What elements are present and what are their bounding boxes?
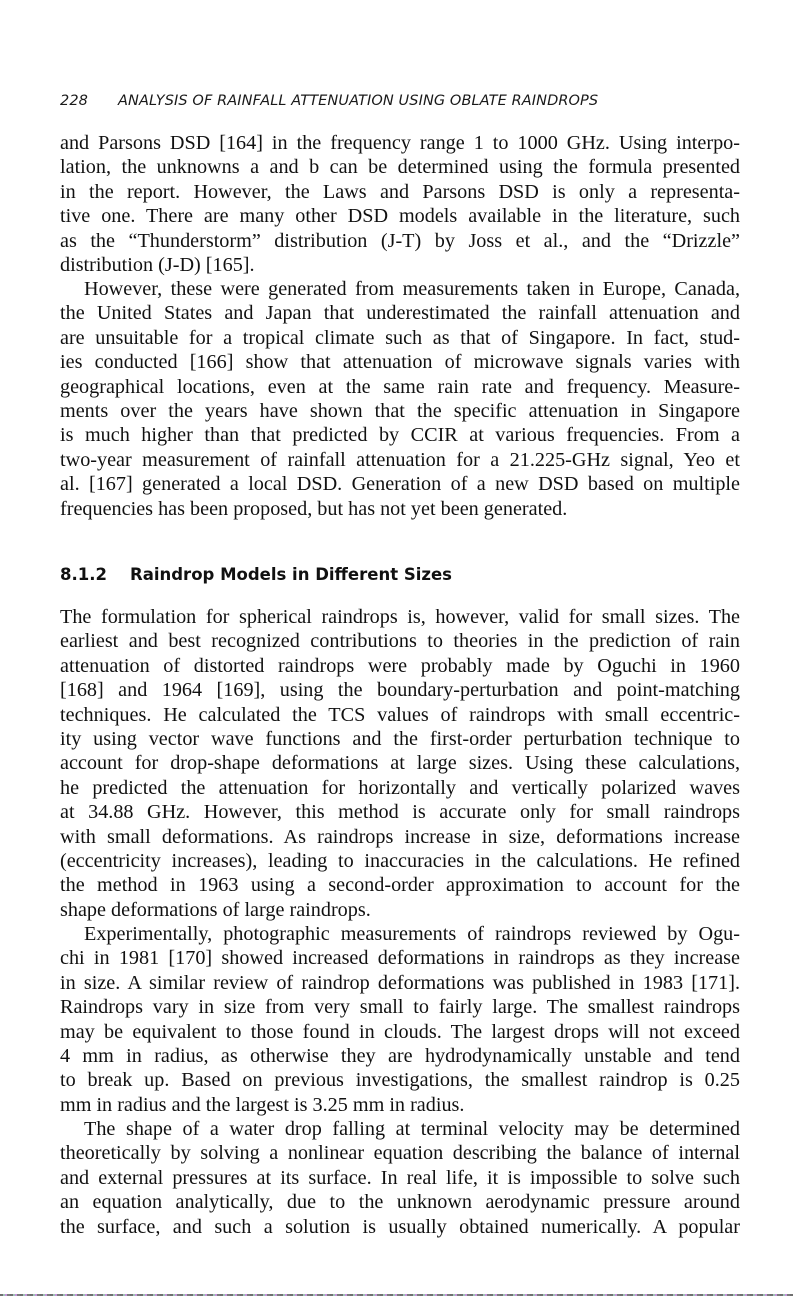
text-line: geographical locations, even at the same rain rate and frequency. Measure- xyxy=(60,375,740,398)
text-line: mm in radius and the largest is 3.25 mm in radius. xyxy=(60,1093,465,1116)
text-line: tive one. There are many other DSD models available in the literature, such xyxy=(60,205,740,228)
page-bottom-edge xyxy=(0,1294,793,1296)
text-line: earliest and best recognized contributions to theories in the prediction of rain xyxy=(60,630,740,653)
paragraph xyxy=(60,277,740,521)
text-line: The shape of a water drop falling at terminal velocity may be determined xyxy=(84,1118,740,1140)
text-line: shape deformations of large raindrops. xyxy=(60,898,371,921)
text-line: attenuation of distorted raindrops were probably made by Oguchi in 1960 xyxy=(60,654,740,677)
text-line: account for drop-shape deformations at large sizes. Using these calculations, xyxy=(60,752,740,775)
text-line: as the “Thunderstorm” distribution (J-T) by Joss et al., and the “Drizzle” xyxy=(60,229,740,252)
text-line: (eccentricity increases), leading to inaccuracies in the calculations. He refined xyxy=(60,849,740,872)
paragraph xyxy=(60,1117,740,1239)
text-line: distribution (J-D) [165]. xyxy=(60,253,255,276)
text-line: ies conducted [166] show that attenuation of microwave signals varies with xyxy=(60,351,740,374)
text-line: and external pressures at its surface. In real life, it is impossible to solve such xyxy=(60,1166,740,1189)
section-number: 8.1.2 xyxy=(60,565,107,584)
text-line: Experimentally, photographic measurements of raindrops reviewed by Ogu- xyxy=(84,923,740,945)
text-line: Raindrops vary in size from very small to fairly large. The smallest raindrops xyxy=(60,996,740,1019)
section-title: Raindrop Models in Different Sizes xyxy=(130,565,452,584)
running-title: ANALYSIS OF RAINFALL ATTENUATION USING OBLATE RAINDROPS xyxy=(118,93,599,109)
text-line: ments over the years have shown that the specific attenuation in Singapore xyxy=(60,399,740,422)
running-header xyxy=(60,93,750,109)
text-line: with small deformations. As raindrops increase in size, deformations increase xyxy=(60,825,740,848)
text-line: to break up. Based on previous investigations, the smallest raindrop is 0.25 xyxy=(60,1069,740,1092)
section-heading xyxy=(60,565,452,584)
text-line: techniques. He calculated the TCS values of raindrops with small eccentric- xyxy=(60,703,740,726)
text-line: and Parsons DSD [164] in the frequency range 1 to 1000 GHz. Using interpo- xyxy=(60,132,740,154)
text-line: he predicted the attenuation for horizontally and vertically polarized waves xyxy=(60,776,740,799)
text-line: chi in 1981 [170] showed increased deformations in raindrops as they increase xyxy=(60,947,740,970)
text-line: in the report. However, the Laws and Parsons DSD is only a representa- xyxy=(60,180,740,203)
paragraph xyxy=(60,605,740,922)
text-line: at 34.88 GHz. However, this method is accurate only for small raindrops xyxy=(60,801,740,824)
text-line: ity using vector wave functions and the first-order perturbation technique to xyxy=(60,727,740,750)
paragraph xyxy=(60,131,740,277)
text-line: lation, the unknowns a and b can be determined using the formula presented xyxy=(60,156,740,179)
page-number: 228 xyxy=(60,93,88,109)
text-line: theoretically by solving a nonlinear equation describing the balance of internal xyxy=(60,1142,740,1165)
text-line: [168] and 1964 [169], using the boundary-perturbation and point-matching xyxy=(60,679,740,702)
text-line: the method in 1963 using a second-order approximation to account for the xyxy=(60,874,740,897)
text-line: the surface, and such a solution is usually obtained numerically. A popular xyxy=(60,1215,740,1238)
text-line: in size. A similar review of raindrop deformations was published in 1983 [171]. xyxy=(60,971,740,994)
text-line: frequencies has been proposed, but has not yet been generated. xyxy=(60,497,568,520)
text-line: may be equivalent to those found in clouds. The largest drops will not exceed xyxy=(60,1020,740,1043)
text-line: al. [167] generated a local DSD. Generation of a new DSD based on multiple xyxy=(60,473,740,496)
text-line: the United States and Japan that underestimated the rainfall attenuation and xyxy=(60,302,740,325)
text-line: is much higher than that predicted by CCIR at various frequencies. From a xyxy=(60,424,740,447)
text-line: are unsuitable for a tropical climate such as that of Singapore. In fact, stud- xyxy=(60,326,740,349)
text-line: 4 mm in radius, as otherwise they are hydrodynamically unstable and tend xyxy=(60,1044,740,1067)
text-line: However, these were generated from measurements taken in Europe, Canada, xyxy=(84,278,740,300)
paragraph xyxy=(60,922,740,1117)
text-line: an equation analytically, due to the unknown aerodynamic pressure around xyxy=(60,1191,740,1214)
text-line: The formulation for spherical raindrops is, however, valid for small sizes. The xyxy=(60,606,740,628)
text-line: two-year measurement of rainfall attenuation for a 21.225-GHz signal, Yeo et xyxy=(60,448,740,471)
